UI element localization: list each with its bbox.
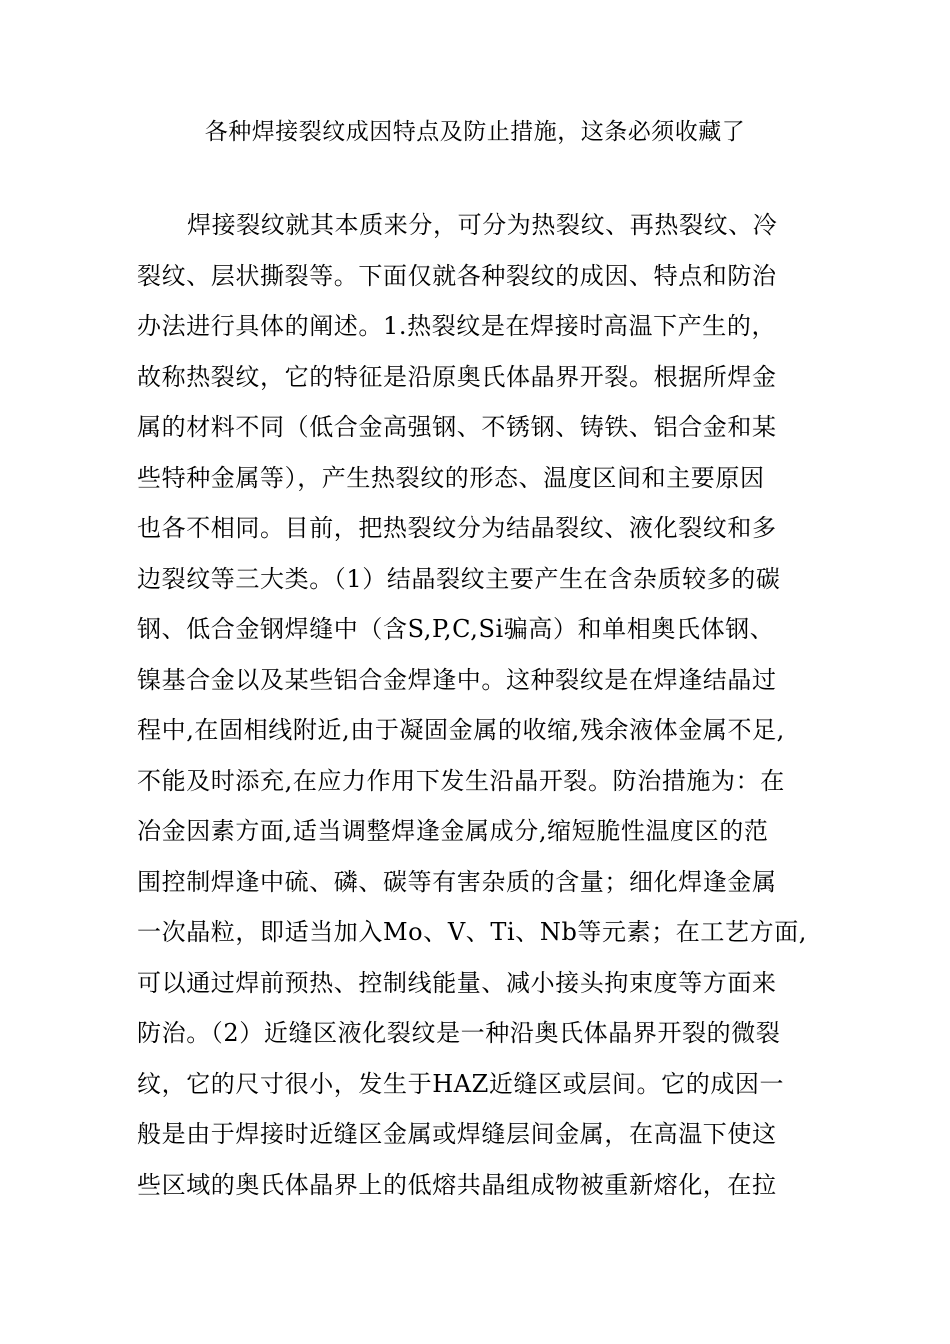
document-title: 各种焊接裂纹成因特点及防止措施，这条必须收藏了 [204, 119, 746, 145]
body-line: 钢、低合金钢焊缝中（含S,P,C,Si骗高）和单相奥氏体钢、 [137, 615, 775, 643]
body-line: 般是由于焊接时近缝区金属或焊缝层间金属，在高温下使这 [137, 1120, 777, 1148]
body-line: 焊接裂纹就其本质来分，可分为热裂纹、再热裂纹、冷 [187, 211, 778, 239]
body-line: 些区域的奥氏体晶界上的低熔共晶组成物被重新熔化，在拉 [137, 1170, 777, 1199]
body-line: 纹，它的尺寸很小，发生于HAZ近缝区或层间。它的成因一 [137, 1069, 785, 1098]
body-line: 裂纹、层状撕裂等。下面仅就各种裂纹的成因、特点和防治 [137, 261, 777, 290]
body-line: 程中,在固相线附近,由于凝固金属的收缩,残余液体金属不足, [137, 716, 785, 744]
body-line: 冶金因素方面,适当调整焊逢金属成分,缩短脆性温度区的范 [137, 817, 769, 845]
document-body [137, 209, 827, 1219]
body-line: 些特种金属等），产生热裂纹的形态、温度区间和主要原因 [137, 463, 765, 492]
body-line: 办法进行具体的阐述。1.热裂纹是在焊接时高温下产生的， [137, 312, 777, 340]
body-line: 围控制焊逢中硫、磷、碳等有害杂质的含量；细化焊逢金属 [137, 867, 777, 896]
body-line: 故称热裂纹，它的特征是沿原奥氏体晶界开裂。根据所焊金 [137, 362, 777, 391]
body-line: 边裂纹等三大类。（1）结晶裂纹主要产生在含杂质较多的碳 [137, 564, 781, 593]
body-line: 防治。（2）近缝区液化裂纹是一种沿奥氏体晶界开裂的微裂 [137, 1019, 781, 1047]
body-line: 镍基合金以及某些铝合金焊逢中。这种裂纹是在焊逢结晶过 [137, 665, 777, 694]
body-line: 属的材料不同（低合金高强钢、不锈钢、铸铁、铝合金和某 [137, 413, 777, 441]
body-line: 也各不相同。目前，把热裂纹分为结晶裂纹、液化裂纹和多 [137, 514, 777, 542]
body-line: 一次晶粒，即适当加入Mo、V、Ti、Nb等元素；在工艺方面, [137, 918, 808, 946]
body-line: 不能及时添充,在应力作用下发生沿晶开裂。防治措施为：在 [137, 766, 785, 795]
body-line: 可以通过焊前预热、控制线能量、减小接头拘束度等方面来 [137, 968, 777, 997]
